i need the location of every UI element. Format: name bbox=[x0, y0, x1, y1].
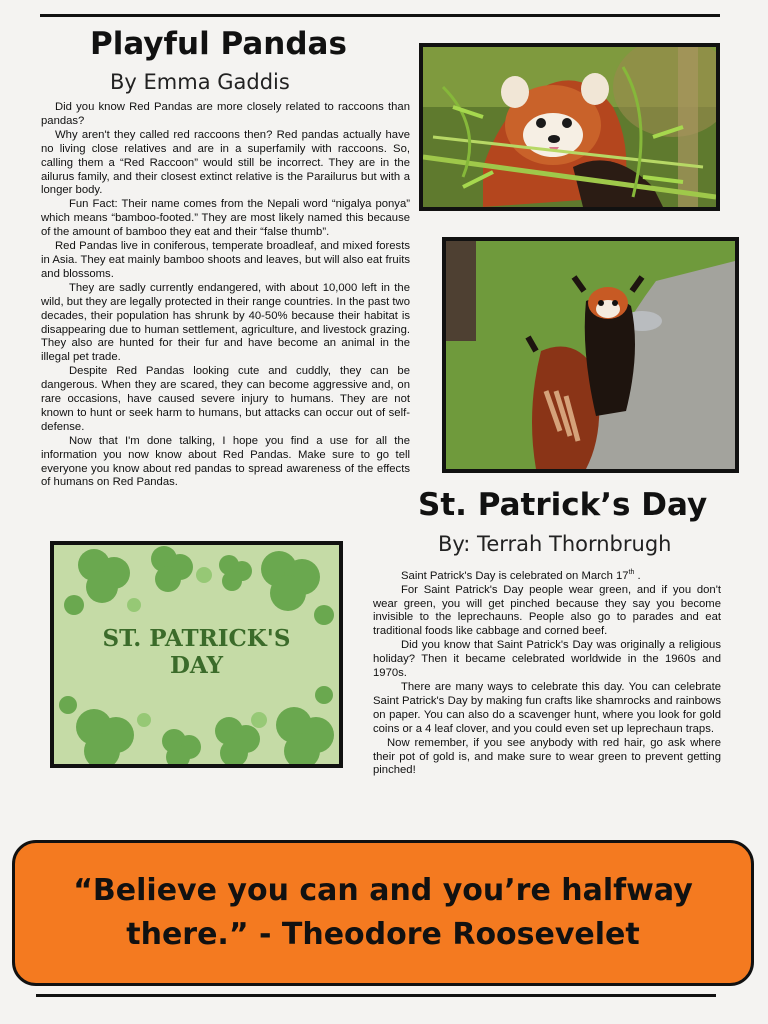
patricks-title: St. Patrick’s Day bbox=[418, 487, 708, 523]
pandas-paragraph: Fun Fact: Their name comes from the Nepali word “nigalya ponya” which means “bamboo-footed.” They are most likely named this because of the amount of bamboo they eat and their “false thumb”. bbox=[41, 198, 410, 239]
patricks-paragraph: There are many ways to celebrate this day. You can celebrate Saint Patrick's Day by making fun crafts like shamrocks and rainbows on paper. You can also do a scavenger hunt, where you look for gold coins or a 4 leaf clover, and you could even set up leprechaun traps. bbox=[373, 681, 721, 735]
pandas-paragraph: Did you know Red Pandas are more closely related to raccoons than pandas? bbox=[41, 101, 410, 127]
st-patricks-clover-graphic bbox=[50, 541, 343, 768]
patricks-paragraph: Did you know that Saint Patrick's Day was originally a religious holiday? Then it became celebrated worldwide in the 1960s and 1970s. bbox=[373, 639, 721, 680]
patricks-article-body bbox=[373, 566, 721, 778]
bottom-rule bbox=[36, 994, 716, 997]
patricks-paragraph: Saint Patrick's Day is celebrated on March 17th . bbox=[401, 569, 641, 582]
quote-box bbox=[12, 840, 754, 986]
pandas-paragraph: Despite Red Pandas looking cute and cuddly, they can be dangerous. When they are scared, they can become aggressive and, on rare occasions, have caused severe injury to humans. They are not known to hunt or seek harm to humans, but attacks can occur out of self-defense. bbox=[41, 365, 410, 433]
top-rule bbox=[40, 14, 720, 17]
red-panda-bamboo-photo bbox=[419, 43, 720, 211]
patricks-byline: By: Terrah Thornbrugh bbox=[438, 532, 672, 556]
pandas-paragraph: They are sadly currently endangered, with about 10,000 left in the wild, but they are legally protected in their range countries. In the past two decades, their population has shrunk by 40-50% because their habitat is disappearing due to human settlement, agriculture, and livestock grazing. They also are hunted for their fur and have become an animal in the illegal pet trade. bbox=[41, 281, 410, 364]
graphic-title-line2: DAY bbox=[169, 652, 224, 679]
quote-line1: “Believe you can and you’re halfway bbox=[73, 873, 693, 908]
graphic-title-line1: ST. PATRICK'S bbox=[102, 625, 291, 652]
patricks-paragraph: Now remember, if you see anybody with red hair, go ask where their pot of gold is, and make sure to wear green to prevent getting pinched! bbox=[373, 736, 721, 777]
quote-text bbox=[63, 869, 703, 957]
patricks-paragraph: For Saint Patrick's Day people wear green, and if you don't wear green, you will get pinched because they say you become invisible to the leprechauns. People also go to parades and eat traditional foods like cabbage and corned beef. bbox=[373, 583, 721, 638]
red-pandas-standing-photo bbox=[442, 237, 739, 473]
pandas-paragraph: Now that I'm done talking, I hope you find a use for all the information you now know about Red Pandas. Make sure to go tell everyone you know about red pandas to spread awareness of the effects of humans on Red Pandas. bbox=[41, 434, 410, 489]
pandas-paragraph: Red Pandas live in coniferous, temperate broadleaf, and mixed forests in Asia. They eat mainly bamboo shoots and leaves, but will also eat fruits and blossoms. bbox=[41, 240, 410, 280]
pandas-byline: By Emma Gaddis bbox=[110, 70, 290, 94]
pandas-article-body bbox=[41, 101, 410, 490]
quote-line2: there.” - Theodore Roosevelet bbox=[126, 917, 640, 952]
pandas-title: Playful Pandas bbox=[90, 26, 347, 62]
pandas-paragraph: Why aren't they called red raccoons then? Red pandas actually have no living close relatives and are in a superfamily with raccoons. So, calling them a “Red Raccoon” would still be incorrect. They are in the ailurus family, and their closest extinct relative is the Parailurus but with a longer body. bbox=[41, 128, 410, 197]
